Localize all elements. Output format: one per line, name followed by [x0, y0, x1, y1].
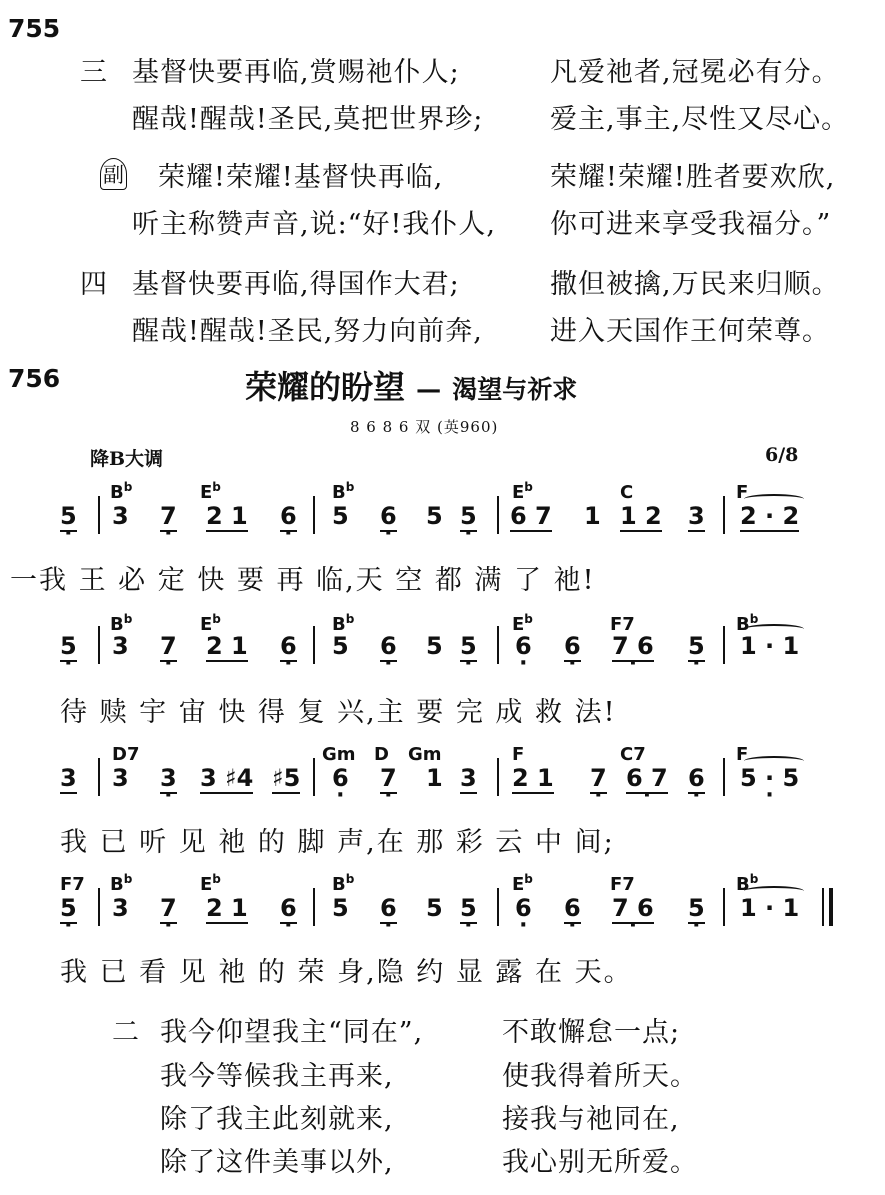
lyric-line-4: 我 已 看 见 祂 的 荣 身,隐 约 显 露 在 天。 — [60, 957, 633, 988]
title-dash: — — [416, 375, 442, 404]
final-barline-thick — [829, 888, 833, 926]
hymn-number-755: 755 — [8, 14, 61, 43]
verse3-line2-b: 爱主,事主,尽性又尽心。 — [550, 104, 850, 135]
chord: $B^b$ — [110, 612, 133, 635]
verse3-line1-b: 凡爱祂者,冠冕必有分。 — [550, 57, 840, 88]
barline — [313, 758, 315, 796]
refrain-mark: 副 — [100, 158, 127, 190]
tie — [744, 886, 804, 896]
chord: F — [512, 744, 525, 765]
chord: F — [736, 744, 749, 765]
chord: $B^b$ — [332, 872, 355, 895]
verse2-line1-a: 我今仰望我主“同在”, — [160, 1017, 424, 1048]
barline — [98, 758, 100, 796]
lyric-line-3: 我 已 听 见 祂 的 脚 声,在 那 彩 云 中 间; — [60, 827, 615, 858]
barline — [313, 888, 315, 926]
verse2-line2-a: 我今等候我主再来, — [160, 1061, 394, 1092]
verse2-line4-a: 除了这件美事以外, — [160, 1147, 394, 1178]
verse-label-4: 四 — [80, 269, 108, 300]
barline — [723, 888, 725, 926]
verse2-line1-b: 不敢懈怠一点; — [502, 1017, 681, 1048]
barline — [723, 496, 725, 534]
chord: $E^b$ — [512, 480, 533, 503]
chord: Gm — [408, 744, 442, 765]
chord: $B^b$ — [736, 872, 759, 895]
barline — [98, 496, 100, 534]
final-barline-thin — [822, 888, 824, 926]
barline — [313, 496, 315, 534]
hymn-title-group — [245, 362, 577, 408]
refrain-line2-b: 你可进来享受我福分。” — [550, 209, 832, 240]
verse3-line2-a: 醒哉!醒哉!圣民,莫把世界珍; — [132, 104, 484, 135]
chord: D — [374, 744, 389, 765]
chord: F — [736, 482, 749, 503]
barline — [497, 888, 499, 926]
lyric-line-1: 一我 王 必 定 快 要 再 临,天 空 都 满 了 祂! — [10, 565, 596, 596]
chord: $E^b$ — [200, 872, 221, 895]
verse4-line2-a: 醒哉!醒哉!圣民,努力向前奔, — [132, 316, 483, 347]
barline — [98, 626, 100, 664]
barline — [497, 758, 499, 796]
barline — [723, 758, 725, 796]
verse2-line4-b: 我心别无所爱。 — [502, 1147, 698, 1178]
verse2-line3-b: 接我与祂同在, — [502, 1104, 680, 1135]
chord: $B^b$ — [332, 612, 355, 635]
refrain-line2-a: 听主称赞声音,说:“好!我仆人, — [132, 209, 496, 240]
verse4-line2-b: 进入天国作王何荣尊。 — [550, 316, 830, 347]
verse-label-3: 三 — [80, 57, 108, 88]
verse4-line1-b: 撒但被擒,万民来归顺。 — [550, 269, 840, 300]
meter: 8 6 8 6 双 (英960) — [350, 418, 499, 436]
chord: $B^b$ — [736, 612, 759, 635]
chord: D7 — [112, 744, 140, 765]
tie — [744, 756, 804, 766]
barline — [98, 888, 100, 926]
verse4-line1-a: 基督快要再临,得国作大君; — [132, 269, 460, 300]
verse3-line1-a: 基督快要再临,赏赐祂仆人; — [132, 57, 460, 88]
barline — [497, 496, 499, 534]
hymn-number-756: 756 — [8, 364, 61, 393]
refrain-line1-b: 荣耀!荣耀!胜者要欢欣, — [550, 162, 836, 193]
chord: $E^b$ — [512, 612, 533, 635]
refrain-line1-a: 荣耀!荣耀!基督快再临, — [158, 162, 444, 193]
refrain-label — [100, 158, 127, 190]
chord: $E^b$ — [200, 612, 221, 635]
chord: F7 — [60, 874, 85, 895]
verse2-line3-a: 除了我主此刻就来, — [160, 1104, 394, 1135]
chord: Gm — [322, 744, 356, 765]
verse2-line2-b: 使我得着所天。 — [502, 1061, 698, 1092]
lyric-line-2: 待 赎 宇 宙 快 得 复 兴,主 要 完 成 救 法! — [60, 697, 617, 728]
chord: F7 — [610, 614, 635, 635]
key-signature: 降B大调 — [90, 448, 164, 470]
chord: C7 — [620, 744, 646, 765]
barline — [497, 626, 499, 664]
verse-label-2: 二 — [112, 1017, 140, 1048]
chord: F7 — [610, 874, 635, 895]
time-signature: 6/8 — [765, 444, 799, 466]
barline — [313, 626, 315, 664]
hymn-subtitle: 渴望与祈求 — [452, 375, 578, 404]
tie — [744, 494, 804, 504]
chord: C — [620, 482, 634, 503]
chord: $B^b$ — [110, 480, 133, 503]
chord: $E^b$ — [512, 872, 533, 895]
tie — [744, 624, 804, 634]
chord: $B^b$ — [332, 480, 355, 503]
chord: $E^b$ — [200, 480, 221, 503]
hymn-title: 荣耀的盼望 — [245, 368, 406, 406]
chord: $B^b$ — [110, 872, 133, 895]
barline — [723, 626, 725, 664]
